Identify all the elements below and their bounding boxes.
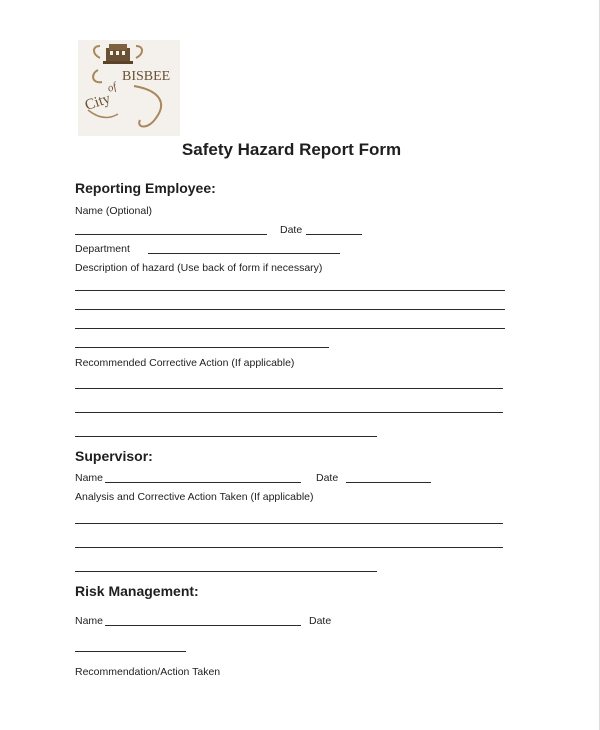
corrective-action-line-1[interactable]: [75, 388, 503, 389]
analysis-label: Analysis and Corrective Action Taken (If applicable): [75, 491, 314, 503]
corrective-action-line-3[interactable]: [75, 436, 377, 437]
hazard-description-line-2[interactable]: [75, 309, 505, 310]
logo-city-text: City: [83, 90, 113, 114]
risk-name-field[interactable]: [105, 625, 301, 626]
reporting-date-field[interactable]: [306, 234, 362, 235]
hazard-description-line-4[interactable]: [75, 347, 329, 348]
analysis-line-3[interactable]: [75, 571, 377, 572]
supervisor-heading: Supervisor:: [75, 448, 153, 464]
reporting-name-field[interactable]: [75, 234, 267, 235]
reporting-date-label: Date: [280, 224, 303, 236]
analysis-line-2[interactable]: [75, 547, 503, 548]
risk-management-heading: Risk Management:: [75, 583, 199, 599]
supervisor-name-field[interactable]: [105, 482, 301, 483]
reporting-name-label: Name (Optional): [75, 205, 153, 217]
hazard-description-label: Description of hazard (Use back of form if necessary): [75, 262, 323, 274]
logo-of-text: of: [105, 80, 119, 95]
risk-name-label: Name: [75, 615, 104, 627]
page-title: Safety Hazard Report Form: [181, 140, 402, 159]
reporting-employee-heading: Reporting Employee:: [75, 180, 216, 196]
supervisor-date-field[interactable]: [346, 482, 431, 483]
corrective-action-label: Recommended Corrective Action (If applicable): [75, 357, 295, 369]
department-field[interactable]: [148, 253, 340, 254]
department-label: Department: [75, 243, 130, 255]
logo-bisbee-text: BISBEE: [122, 69, 171, 84]
hazard-description-line-3[interactable]: [75, 328, 505, 329]
risk-date-label: Date: [309, 615, 332, 627]
recommendation-label: Recommendation/Action Taken: [75, 666, 221, 678]
corrective-action-line-2[interactable]: [75, 412, 503, 413]
city-of-bisbee-logo: [78, 40, 180, 136]
supervisor-date-label: Date: [316, 472, 339, 484]
risk-date-field[interactable]: [75, 651, 186, 652]
analysis-line-1[interactable]: [75, 523, 503, 524]
supervisor-name-label: Name: [75, 472, 104, 484]
hazard-description-line-1[interactable]: [75, 290, 505, 291]
